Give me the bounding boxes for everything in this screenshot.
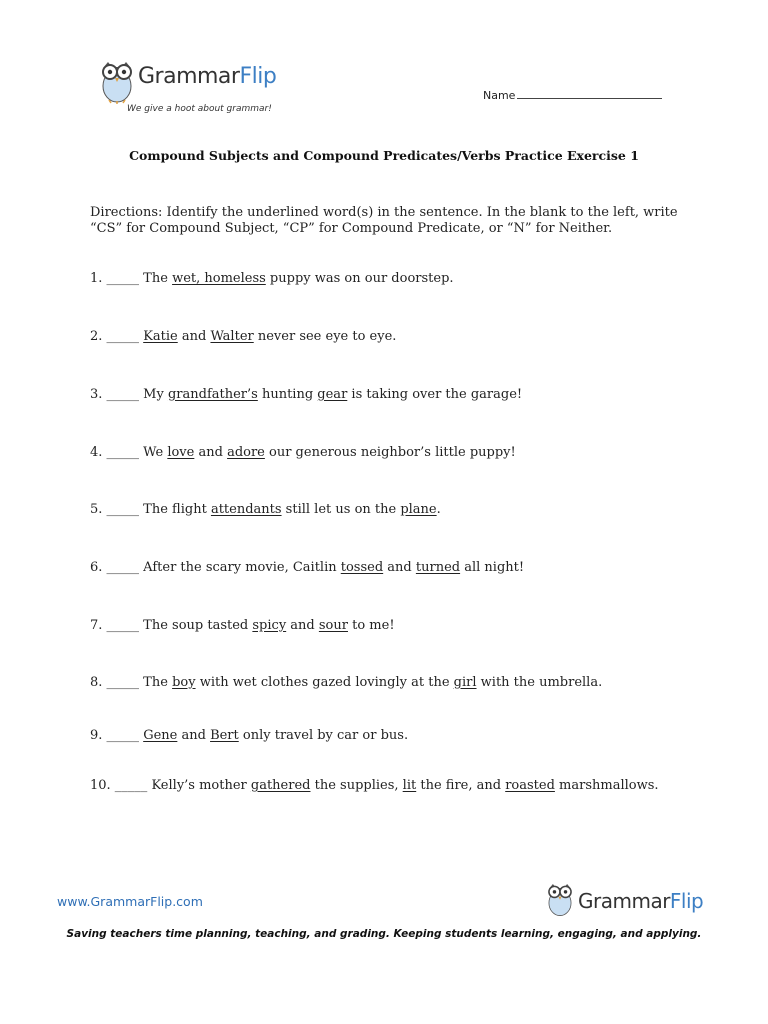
footer-logo-wordmark: GrammarFlip [578, 889, 704, 913]
name-field [483, 88, 662, 102]
sentence-text: and [177, 728, 211, 743]
sentence-text: with wet clothes gazed lovingly at the [195, 675, 454, 690]
sentence-text: marshmallows. [554, 778, 659, 793]
underlined-word: spicy [252, 618, 287, 633]
item-number-blank[interactable]: 6. _____ [90, 560, 140, 575]
item-number-blank[interactable]: 10. _____ [90, 778, 148, 793]
sentence-text: Kelly’s mother [147, 778, 251, 793]
exercise-item [90, 502, 441, 517]
sentence-text: The flight [139, 502, 211, 517]
exercise-item [90, 778, 659, 793]
item-number-blank[interactable]: 8. _____ [90, 675, 140, 690]
sentence-text: all night! [460, 560, 525, 575]
exercise-item [90, 618, 395, 633]
sentence-text: My [139, 387, 168, 402]
footer-url-link[interactable]: www.GrammarFlip.com [57, 894, 203, 909]
sentence-text: and [177, 329, 211, 344]
logo-tagline: We give a hoot about grammar! [127, 104, 272, 114]
sentence-text: and [286, 618, 319, 633]
underlined-word: gear [317, 387, 348, 402]
directions-line-2: “CS” for Compound Subject, “CP” for Compound Predicate, or “N” for Neither. [90, 221, 613, 236]
underlined-word: attendants [210, 502, 282, 517]
underlined-word: wet, homeless [172, 271, 266, 286]
underlined-word: boy [172, 675, 196, 690]
underlined-word: roasted [505, 778, 555, 793]
item-number-blank[interactable]: 4. _____ [90, 445, 140, 460]
sentence-text: We [139, 445, 168, 460]
sentence-text: to me! [347, 618, 395, 633]
sentence-text: the fire, and [416, 778, 506, 793]
sentence-text: hunting [257, 387, 318, 402]
sentence-text: and [194, 445, 228, 460]
underlined-word: lit [402, 778, 417, 793]
sentence-text: puppy was on our doorstep. [265, 271, 454, 286]
directions-line-1: Directions: Identify the underlined word(s) in the sentence. In the blank to the left, write [90, 205, 678, 220]
exercise-item [90, 387, 522, 402]
sentence-text: . [436, 502, 441, 517]
underlined-word: sour [318, 618, 348, 633]
sentence-text: the supplies, [310, 778, 403, 793]
underlined-word: love [167, 445, 195, 460]
footer-tagline: Saving teachers time planning, teaching, and grading. Keeping students learning, engaging, and applying. [66, 928, 702, 940]
exercise-item [90, 271, 454, 286]
name-blank [517, 88, 662, 99]
sentence-text: The [139, 675, 173, 690]
underlined-word: adore [227, 445, 265, 460]
sentence-text: with the umbrella. [476, 675, 603, 690]
exercise-item [90, 675, 602, 690]
underlined-word: girl [453, 675, 477, 690]
sentence-text: The [139, 271, 173, 286]
underlined-word: Gene [143, 728, 178, 743]
underlined-word: gathered [250, 778, 311, 793]
underlined-word: grandfather’s [167, 387, 258, 402]
item-number-blank[interactable]: 7. _____ [90, 618, 140, 633]
directions [90, 205, 690, 237]
footer-logo [545, 880, 725, 920]
exercise-item [90, 560, 524, 575]
item-number-blank[interactable]: 2. _____ [90, 329, 140, 344]
item-number-blank[interactable]: 3. _____ [90, 387, 140, 402]
underlined-word: Bert [210, 728, 239, 743]
item-number-blank[interactable]: 5. _____ [90, 502, 140, 517]
exercise-item [90, 329, 396, 344]
sentence-text: The soup tasted [139, 618, 253, 633]
logo-wordmark: GrammarFlip [138, 64, 277, 89]
owl-icon [98, 58, 136, 104]
exercise-item [90, 445, 516, 460]
sentence-text: is taking over the garage! [347, 387, 523, 402]
page-title: Compound Subjects and Compound Predicates/Verbs Practice Exercise 1 [129, 148, 639, 163]
exercise-item [90, 728, 408, 743]
sentence-text: only travel by car or bus. [238, 728, 409, 743]
item-number-blank[interactable]: 1. _____ [90, 271, 140, 286]
sentence-text: After the scary movie, Caitlin [139, 560, 341, 575]
grammarflip-logo [96, 56, 316, 116]
underlined-word: Walter [210, 329, 254, 344]
sentence-text: never see eye to eye. [253, 329, 397, 344]
sentence-text: still let us on the [281, 502, 401, 517]
underlined-word: tossed [340, 560, 384, 575]
sentence-text: and [383, 560, 416, 575]
name-label: Name [483, 89, 516, 102]
underlined-word: Katie [143, 329, 178, 344]
owl-icon [545, 880, 575, 918]
sentence-text: our generous neighbor’s little puppy! [264, 445, 516, 460]
underlined-word: turned [415, 560, 461, 575]
item-number-blank[interactable]: 9. _____ [90, 728, 140, 743]
underlined-word: plane [400, 502, 437, 517]
